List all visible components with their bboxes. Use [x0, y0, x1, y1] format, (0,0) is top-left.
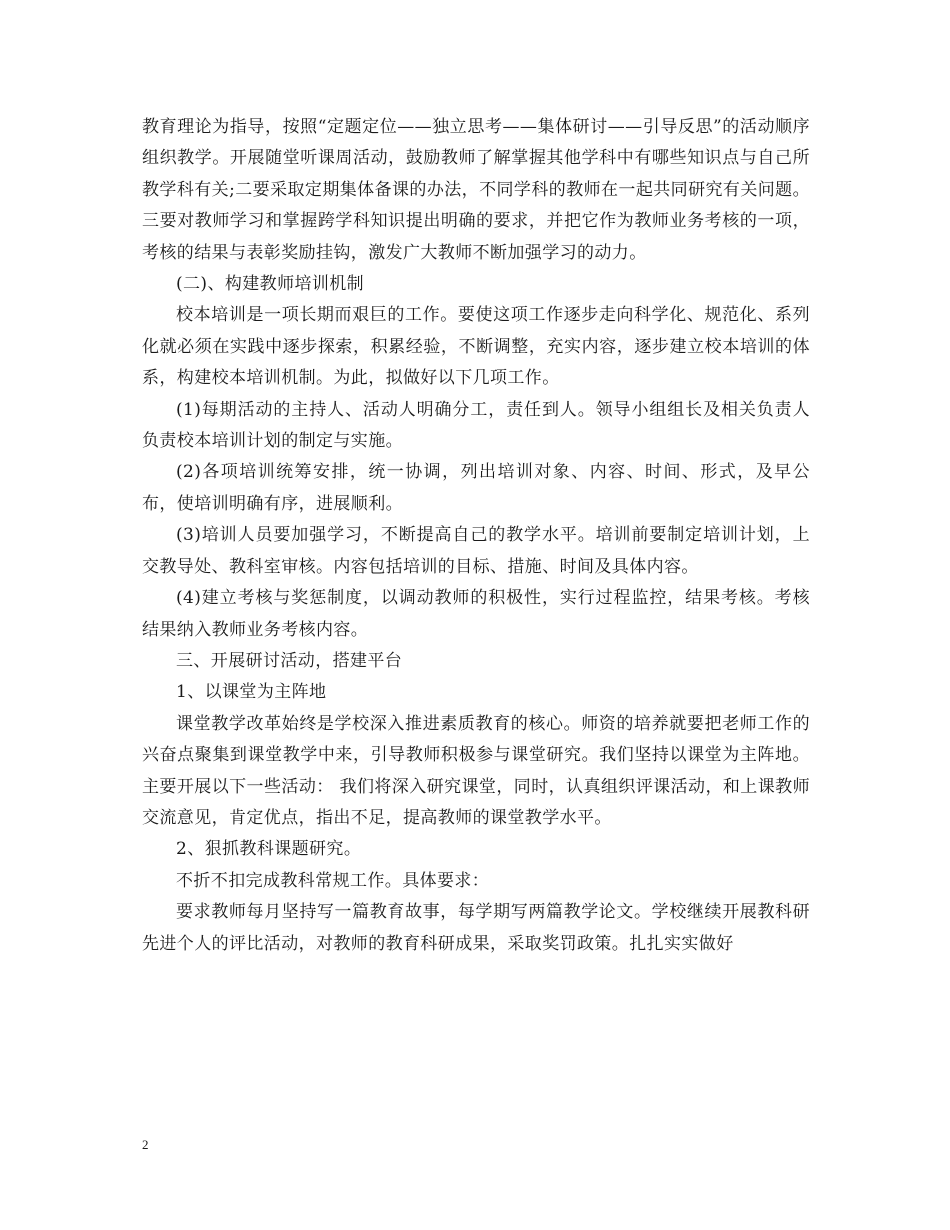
page-body — [142, 112, 810, 960]
section-heading-training-mechanism: (二)、构建教师培训机制 — [176, 274, 365, 295]
subheading-classroom: 1、以课堂为主阵地 — [176, 682, 327, 703]
paragraph-continuation: 教育理论为指导，按照“定题定位——独立思考——集体研讨——引导反思”的活动顺序组织教学。开展随堂听课周活动，鼓励教师了解掌握其他学科中有哪些知识点与自己所教学科有关;二要采取定期集体备课的办法，不同学科的教师在一起共同研究有关问题。三要对教师学习和掌握跨学科知识提出明确的要求，并把它作为教师业务考核的一项，考核的结果与表彰奖励挂钩，激发广大教师不断加强学习的动力。 — [142, 117, 810, 263]
list-item-2: (2)各项培训统筹安排，统一协调，列出培训对象、内容、时间、形式，及早公布，使培训明确有序，进展顺利。 — [142, 462, 810, 514]
paragraph-school-training: 校本培训是一项长期而艰巨的工作。要使这项工作逐步走向科学化、规范化、系列化就必须在实践中逐步探索，积累经验，不断调整，充实内容，逐步建立校本培训的体系，构建校本培训机制。为此，拟做好以下几项工作。 — [142, 305, 810, 389]
list-item-4: (4)建立考核与奖惩制度，以调动教师的积极性，实行过程监控，结果考核。考核结果纳入教师业务考核内容。 — [142, 588, 810, 640]
list-item-3: (3)培训人员要加强学习，不断提高自己的教学水平。培训前要制定培训计划，上交教导处、教科室审核。内容包括培训的目标、措施、时间及具体内容。 — [142, 525, 810, 577]
paragraph-classroom-reform: 课堂教学改革始终是学校深入推进素质教育的核心。师资的培养就要把老师工作的兴奋点聚集到课堂教学中来，引导教师积极参与课堂研究。我们坚持以课堂为主阵地。主要开展以下一些活动： 我们将深入研究课堂，同时，认真组织评课活动，和上课教师交流意见，肯定优点，指出不足，提高教师的课堂教学水平。 — [142, 713, 810, 828]
paragraph-requirements: 要求教师每月坚持写一篇教育故事，每学期写两篇教学论文。学校继续开展教科研先进个人的评比活动，对教师的教育科研成果，采取奖罚政策。扎扎实实做好 — [142, 902, 810, 954]
page-number: 2 — [142, 1137, 149, 1152]
section-heading-research-activities: 三、开展研讨活动，搭建平台 — [176, 650, 403, 671]
subheading-research-topics: 2、狠抓教科课题研究。 — [176, 839, 362, 860]
list-item-1: (1)每期活动的主持人、活动人明确分工，责任到人。领导小组组长及相关负责人负责校本培训计划的制定与实施。 — [142, 399, 810, 452]
paragraph-routine-work: 不折不扣完成教科常规工作。具体要求： — [176, 870, 490, 891]
